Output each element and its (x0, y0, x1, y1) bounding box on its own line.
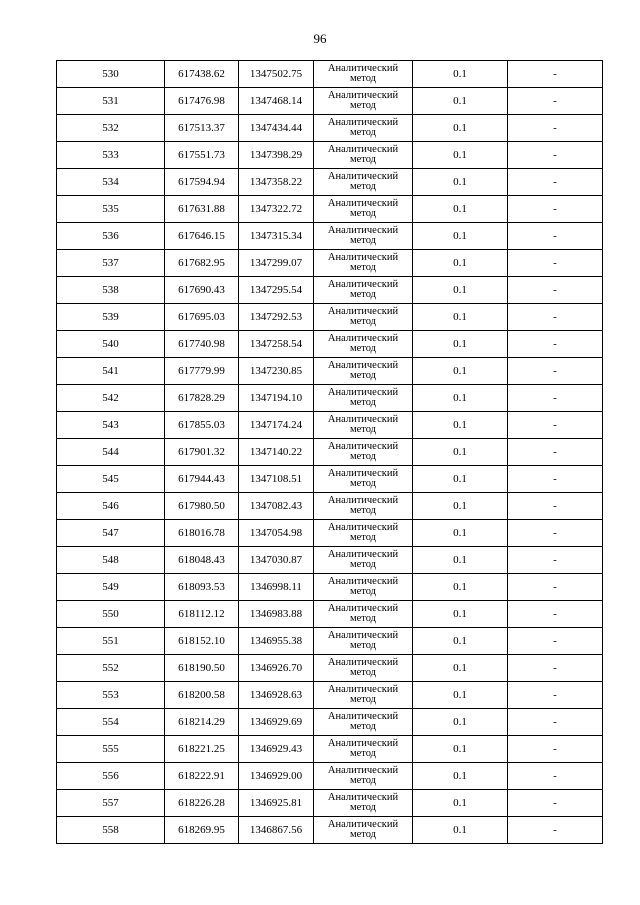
x-coordinate-cell: 617551.73 (165, 142, 239, 169)
accuracy-cell: 0.1 (413, 304, 508, 331)
accuracy-cell: 0.1 (413, 88, 508, 115)
table-row (57, 169, 603, 196)
table-row (57, 439, 603, 466)
point-number-cell: 534 (57, 169, 165, 196)
note-cell: - (508, 655, 603, 682)
y-coordinate-cell: 1347054.98 (239, 520, 314, 547)
note-cell: - (508, 304, 603, 331)
y-coordinate-cell: 1347174.24 (239, 412, 314, 439)
note-cell: - (508, 88, 603, 115)
point-number-cell: 558 (57, 817, 165, 844)
accuracy-cell: 0.1 (413, 196, 508, 223)
method-cell: Аналитический метод (314, 601, 413, 628)
y-coordinate-cell: 1346928.63 (239, 682, 314, 709)
table-row (57, 628, 603, 655)
y-coordinate-cell: 1347292.53 (239, 304, 314, 331)
note-cell: - (508, 412, 603, 439)
note-cell: - (508, 493, 603, 520)
x-coordinate-cell: 618093.53 (165, 574, 239, 601)
note-cell: - (508, 358, 603, 385)
x-coordinate-cell: 617855.03 (165, 412, 239, 439)
point-number-cell: 551 (57, 628, 165, 655)
accuracy-cell: 0.1 (413, 412, 508, 439)
accuracy-cell: 0.1 (413, 817, 508, 844)
point-number-cell: 533 (57, 142, 165, 169)
table-row (57, 61, 603, 88)
accuracy-cell: 0.1 (413, 115, 508, 142)
accuracy-cell: 0.1 (413, 763, 508, 790)
accuracy-cell: 0.1 (413, 790, 508, 817)
note-cell: - (508, 709, 603, 736)
accuracy-cell: 0.1 (413, 520, 508, 547)
table-row (57, 304, 603, 331)
method-cell: Аналитический метод (314, 358, 413, 385)
table-row (57, 817, 603, 844)
y-coordinate-cell: 1347299.07 (239, 250, 314, 277)
x-coordinate-cell: 617631.88 (165, 196, 239, 223)
method-cell: Аналитический метод (314, 331, 413, 358)
table-body (57, 61, 603, 844)
y-coordinate-cell: 1347082.43 (239, 493, 314, 520)
accuracy-cell: 0.1 (413, 709, 508, 736)
point-number-cell: 532 (57, 115, 165, 142)
note-cell: - (508, 250, 603, 277)
accuracy-cell: 0.1 (413, 358, 508, 385)
table-row (57, 412, 603, 439)
table-row (57, 682, 603, 709)
x-coordinate-cell: 617646.15 (165, 223, 239, 250)
x-coordinate-cell: 617476.98 (165, 88, 239, 115)
note-cell: - (508, 196, 603, 223)
method-cell: Аналитический метод (314, 223, 413, 250)
method-cell: Аналитический метод (314, 169, 413, 196)
accuracy-cell: 0.1 (413, 277, 508, 304)
point-number-cell: 553 (57, 682, 165, 709)
method-cell: Аналитический метод (314, 682, 413, 709)
point-number-cell: 557 (57, 790, 165, 817)
note-cell: - (508, 169, 603, 196)
method-cell: Аналитический метод (314, 790, 413, 817)
point-number-cell: 539 (57, 304, 165, 331)
x-coordinate-cell: 617980.50 (165, 493, 239, 520)
table-row (57, 115, 603, 142)
note-cell: - (508, 763, 603, 790)
x-coordinate-cell: 617740.98 (165, 331, 239, 358)
x-coordinate-cell: 617690.43 (165, 277, 239, 304)
accuracy-cell: 0.1 (413, 385, 508, 412)
table-row (57, 790, 603, 817)
y-coordinate-cell: 1347322.72 (239, 196, 314, 223)
table-row (57, 574, 603, 601)
note-cell: - (508, 142, 603, 169)
note-cell: - (508, 574, 603, 601)
accuracy-cell: 0.1 (413, 169, 508, 196)
table-row (57, 520, 603, 547)
note-cell: - (508, 223, 603, 250)
x-coordinate-cell: 617901.32 (165, 439, 239, 466)
x-coordinate-cell: 617594.94 (165, 169, 239, 196)
y-coordinate-cell: 1346983.88 (239, 601, 314, 628)
note-cell: - (508, 682, 603, 709)
y-coordinate-cell: 1346867.56 (239, 817, 314, 844)
table-row (57, 736, 603, 763)
table-row (57, 547, 603, 574)
x-coordinate-cell: 617695.03 (165, 304, 239, 331)
point-number-cell: 546 (57, 493, 165, 520)
point-number-cell: 544 (57, 439, 165, 466)
point-number-cell: 548 (57, 547, 165, 574)
x-coordinate-cell: 618016.78 (165, 520, 239, 547)
table-row (57, 385, 603, 412)
y-coordinate-cell: 1347358.22 (239, 169, 314, 196)
note-cell: - (508, 601, 603, 628)
method-cell: Аналитический метод (314, 628, 413, 655)
x-coordinate-cell: 617779.99 (165, 358, 239, 385)
method-cell: Аналитический метод (314, 385, 413, 412)
x-coordinate-cell: 618200.58 (165, 682, 239, 709)
accuracy-cell: 0.1 (413, 736, 508, 763)
y-coordinate-cell: 1347502.75 (239, 61, 314, 88)
point-number-cell: 545 (57, 466, 165, 493)
y-coordinate-cell: 1347230.85 (239, 358, 314, 385)
note-cell: - (508, 547, 603, 574)
coordinates-table (56, 60, 603, 844)
method-cell: Аналитический метод (314, 142, 413, 169)
accuracy-cell: 0.1 (413, 655, 508, 682)
accuracy-cell: 0.1 (413, 682, 508, 709)
table-row (57, 142, 603, 169)
method-cell: Аналитический метод (314, 439, 413, 466)
y-coordinate-cell: 1346929.69 (239, 709, 314, 736)
table-row (57, 277, 603, 304)
table-row (57, 358, 603, 385)
x-coordinate-cell: 618221.25 (165, 736, 239, 763)
note-cell: - (508, 520, 603, 547)
x-coordinate-cell: 618152.10 (165, 628, 239, 655)
accuracy-cell: 0.1 (413, 466, 508, 493)
point-number-cell: 530 (57, 61, 165, 88)
method-cell: Аналитический метод (314, 709, 413, 736)
x-coordinate-cell: 618048.43 (165, 547, 239, 574)
method-cell: Аналитический метод (314, 574, 413, 601)
accuracy-cell: 0.1 (413, 601, 508, 628)
table-row (57, 709, 603, 736)
note-cell: - (508, 61, 603, 88)
table-row (57, 601, 603, 628)
note-cell: - (508, 736, 603, 763)
point-number-cell: 536 (57, 223, 165, 250)
accuracy-cell: 0.1 (413, 61, 508, 88)
x-coordinate-cell: 617828.29 (165, 385, 239, 412)
table-row (57, 196, 603, 223)
point-number-cell: 547 (57, 520, 165, 547)
method-cell: Аналитический метод (314, 466, 413, 493)
point-number-cell: 540 (57, 331, 165, 358)
y-coordinate-cell: 1347398.29 (239, 142, 314, 169)
note-cell: - (508, 331, 603, 358)
point-number-cell: 538 (57, 277, 165, 304)
accuracy-cell: 0.1 (413, 493, 508, 520)
y-coordinate-cell: 1347140.22 (239, 439, 314, 466)
x-coordinate-cell: 617944.43 (165, 466, 239, 493)
y-coordinate-cell: 1347258.54 (239, 331, 314, 358)
point-number-cell: 543 (57, 412, 165, 439)
accuracy-cell: 0.1 (413, 250, 508, 277)
table-row (57, 88, 603, 115)
y-coordinate-cell: 1346926.70 (239, 655, 314, 682)
table-row (57, 493, 603, 520)
note-cell: - (508, 115, 603, 142)
x-coordinate-cell: 618226.28 (165, 790, 239, 817)
table-row (57, 655, 603, 682)
y-coordinate-cell: 1346929.43 (239, 736, 314, 763)
accuracy-cell: 0.1 (413, 439, 508, 466)
point-number-cell: 555 (57, 736, 165, 763)
point-number-cell: 552 (57, 655, 165, 682)
accuracy-cell: 0.1 (413, 223, 508, 250)
accuracy-cell: 0.1 (413, 331, 508, 358)
point-number-cell: 542 (57, 385, 165, 412)
note-cell: - (508, 277, 603, 304)
note-cell: - (508, 439, 603, 466)
x-coordinate-cell: 618112.12 (165, 601, 239, 628)
table-row (57, 331, 603, 358)
note-cell: - (508, 385, 603, 412)
method-cell: Аналитический метод (314, 61, 413, 88)
point-number-cell: 541 (57, 358, 165, 385)
accuracy-cell: 0.1 (413, 547, 508, 574)
method-cell: Аналитический метод (314, 547, 413, 574)
point-number-cell: 550 (57, 601, 165, 628)
method-cell: Аналитический метод (314, 520, 413, 547)
y-coordinate-cell: 1347194.10 (239, 385, 314, 412)
method-cell: Аналитический метод (314, 736, 413, 763)
method-cell: Аналитический метод (314, 88, 413, 115)
method-cell: Аналитический метод (314, 817, 413, 844)
y-coordinate-cell: 1347295.54 (239, 277, 314, 304)
y-coordinate-cell: 1347030.87 (239, 547, 314, 574)
y-coordinate-cell: 1347108.51 (239, 466, 314, 493)
method-cell: Аналитический метод (314, 655, 413, 682)
y-coordinate-cell: 1346929.00 (239, 763, 314, 790)
note-cell: - (508, 817, 603, 844)
note-cell: - (508, 628, 603, 655)
y-coordinate-cell: 1346925.81 (239, 790, 314, 817)
x-coordinate-cell: 618222.91 (165, 763, 239, 790)
x-coordinate-cell: 618269.95 (165, 817, 239, 844)
page-number: 96 (313, 31, 327, 46)
accuracy-cell: 0.1 (413, 628, 508, 655)
x-coordinate-cell: 617438.62 (165, 61, 239, 88)
point-number-cell: 549 (57, 574, 165, 601)
point-number-cell: 531 (57, 88, 165, 115)
table-row (57, 763, 603, 790)
method-cell: Аналитический метод (314, 250, 413, 277)
method-cell: Аналитический метод (314, 304, 413, 331)
table-row (57, 466, 603, 493)
x-coordinate-cell: 618190.50 (165, 655, 239, 682)
method-cell: Аналитический метод (314, 115, 413, 142)
x-coordinate-cell: 617682.95 (165, 250, 239, 277)
point-number-cell: 537 (57, 250, 165, 277)
y-coordinate-cell: 1347434.44 (239, 115, 314, 142)
x-coordinate-cell: 618214.29 (165, 709, 239, 736)
accuracy-cell: 0.1 (413, 574, 508, 601)
point-number-cell: 554 (57, 709, 165, 736)
y-coordinate-cell: 1346998.11 (239, 574, 314, 601)
y-coordinate-cell: 1347315.34 (239, 223, 314, 250)
x-coordinate-cell: 617513.37 (165, 115, 239, 142)
method-cell: Аналитический метод (314, 196, 413, 223)
point-number-cell: 535 (57, 196, 165, 223)
note-cell: - (508, 790, 603, 817)
point-number-cell: 556 (57, 763, 165, 790)
accuracy-cell: 0.1 (413, 142, 508, 169)
table-row (57, 250, 603, 277)
method-cell: Аналитический метод (314, 412, 413, 439)
y-coordinate-cell: 1347468.14 (239, 88, 314, 115)
method-cell: Аналитический метод (314, 277, 413, 304)
y-coordinate-cell: 1346955.38 (239, 628, 314, 655)
method-cell: Аналитический метод (314, 763, 413, 790)
table-row (57, 223, 603, 250)
method-cell: Аналитический метод (314, 493, 413, 520)
note-cell: - (508, 466, 603, 493)
